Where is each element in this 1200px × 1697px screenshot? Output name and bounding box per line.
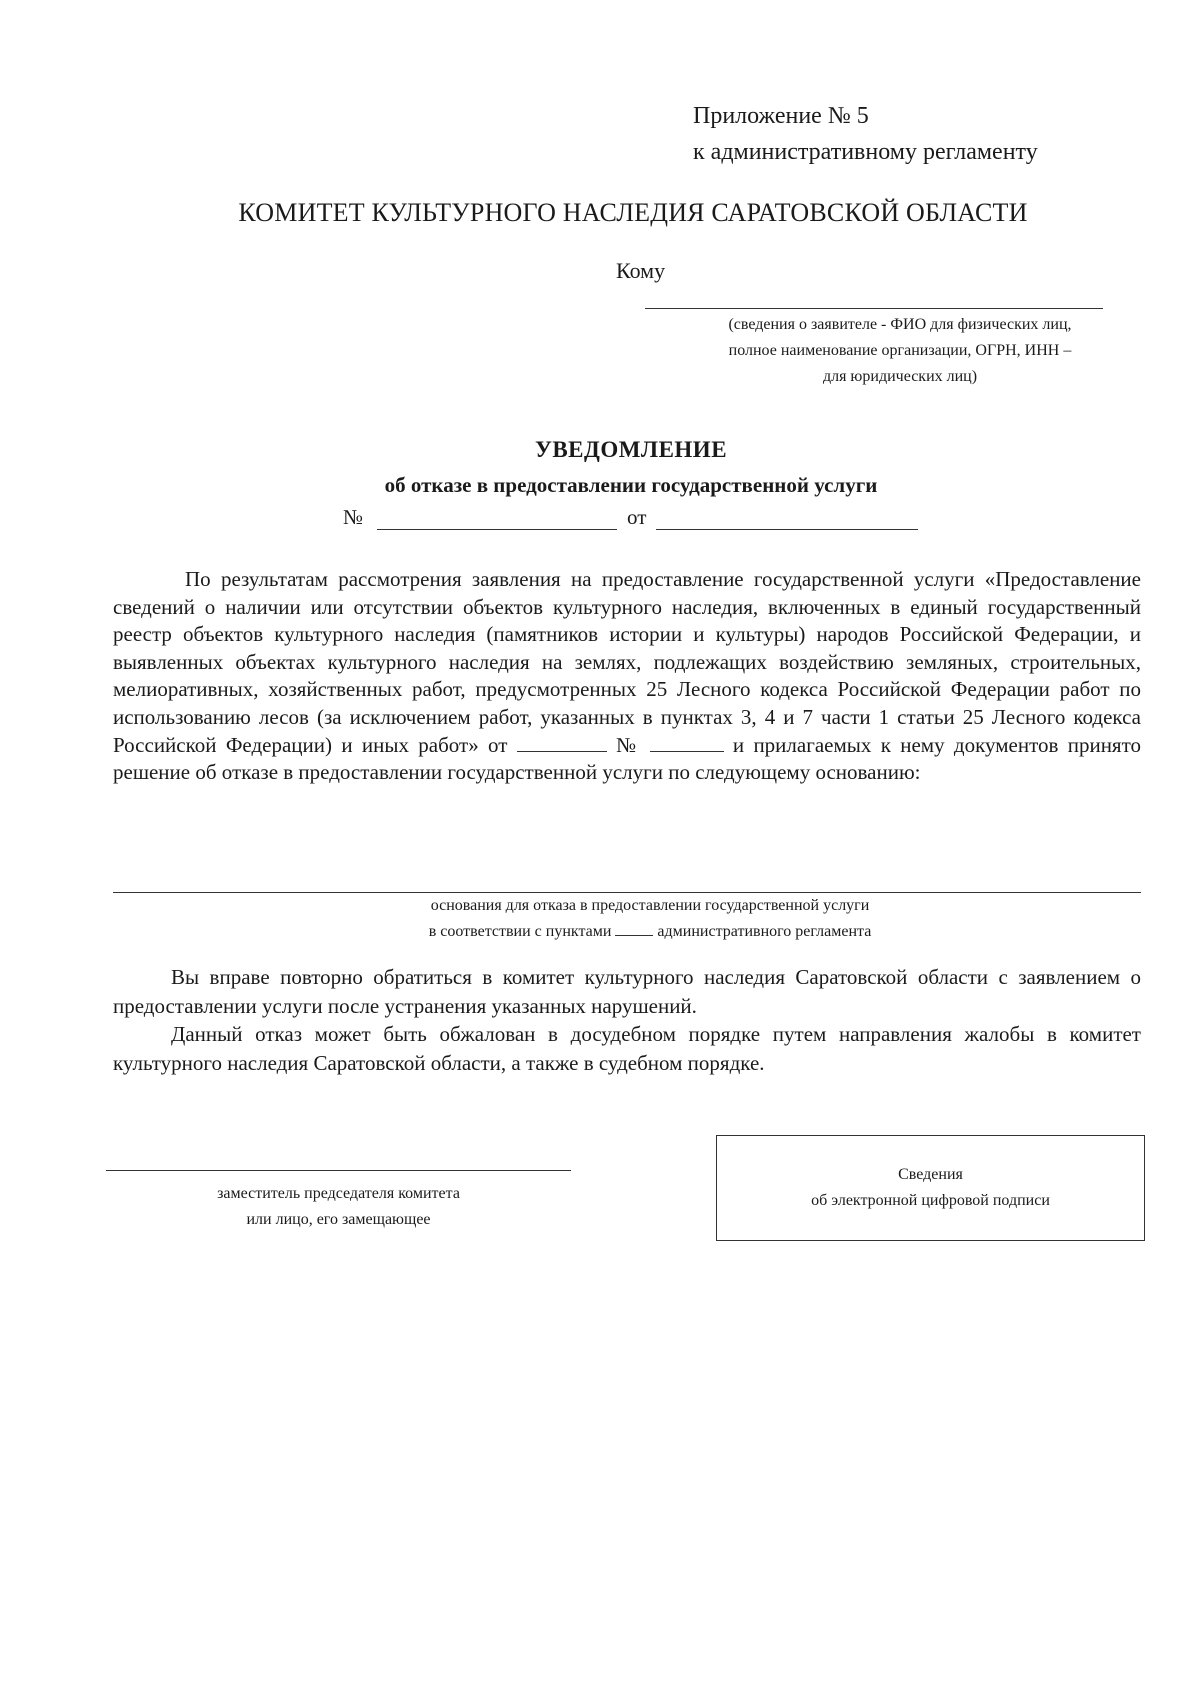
application-date-blank — [517, 735, 607, 752]
reason-note-line: основания для отказа в предоставлении государственной услуги — [430, 897, 870, 914]
notice-subtitle: об отказе в предоставлении государственной услуги — [384, 473, 878, 497]
date-label: от — [627, 505, 647, 529]
reapply-paragraph: Вы вправе повторно обратиться в комитет культурного наследия Саратовской области с заявлением о предоставлении услуги после устранения указанных нарушений. — [113, 965, 1141, 1018]
digital-signature-box — [716, 1135, 1145, 1241]
recipient-label: Кому — [616, 258, 666, 283]
committee-name: КОМИТЕТ КУЛЬТУРНОГО НАСЛЕДИЯ САРАТОВСКОЙ ОБЛАСТИ — [238, 198, 1028, 227]
recipient-fill-line — [645, 308, 1103, 309]
decision-paragraph — [113, 566, 1141, 787]
number-label: № — [343, 505, 364, 529]
signatory-role-line: заместитель председателя комитета — [217, 1185, 460, 1202]
reason-note-line — [350, 919, 950, 945]
signatory-role — [106, 1181, 571, 1233]
digital-signature-line: Сведения — [898, 1166, 963, 1183]
application-number-sign: № — [616, 732, 641, 757]
signature-line — [106, 1170, 571, 1171]
appendix-reference — [693, 98, 1038, 170]
appendix-number: Приложение № 5 — [693, 103, 869, 129]
reason-note-end: административного регламента — [657, 923, 872, 940]
appeal-paragraph: Данный отказ может быть обжалован в досудебном порядке путем направления жалобы в комитет культурного наследия Саратовской области, а также в судебном порядке. — [113, 1022, 1141, 1075]
notice-title: УВЕДОМЛЕНИЕ — [534, 437, 728, 462]
recipient-note-line: для юридических лиц) — [822, 368, 978, 385]
reason-note-start: в соответствии с пунктами — [428, 923, 612, 940]
digital-signature-line: об электронной цифровой подписи — [811, 1192, 1050, 1209]
recipient-note — [665, 312, 1135, 390]
paragraph-text-start: По результатам рассмотрения заявления на предоставление государственной услуги «Предоставление сведений о наличии или отсутствии объектов культурного наследия, включенных в единый государственный реестр объектов культурного наследия (памятников истории и культуры) народов Российской Федерации, и выявленных объектах культурного наследия на землях, подлежащих воздействию земляных, строительных, мелиоративных, хозяйственных работ, предусмотренных 25 Лесного кодекса Российской Федерации работ по использованию лесов (за исключением работ, указанных в пунктах 3, 4 и 7 части 1 статьи 25 Лесного кодекса Российской Федерации) и иных работ» от — [113, 567, 1141, 757]
reason-note — [350, 893, 950, 945]
recipient-note-line: полное наименование организации, ОГРН, ИНН – — [728, 342, 1072, 359]
application-number-blank — [650, 735, 724, 752]
paragraph-text-end: и прилагаемых к нему документов принято решение об отказе в предоставлении государственной услуги по следующему основанию: — [113, 732, 1141, 785]
closing-paragraphs — [113, 963, 1141, 1077]
signatory-role-line: или лицо, его замещающее — [246, 1211, 431, 1228]
recipient-note-line: (сведения о заявителе - ФИО для физических лиц, — [728, 316, 1072, 333]
appendix-regulation: к административному регламенту — [693, 139, 1038, 165]
notice-number-date-line — [343, 505, 918, 530]
number-blank — [377, 509, 617, 530]
date-blank — [656, 509, 918, 530]
clause-blank — [615, 921, 653, 936]
